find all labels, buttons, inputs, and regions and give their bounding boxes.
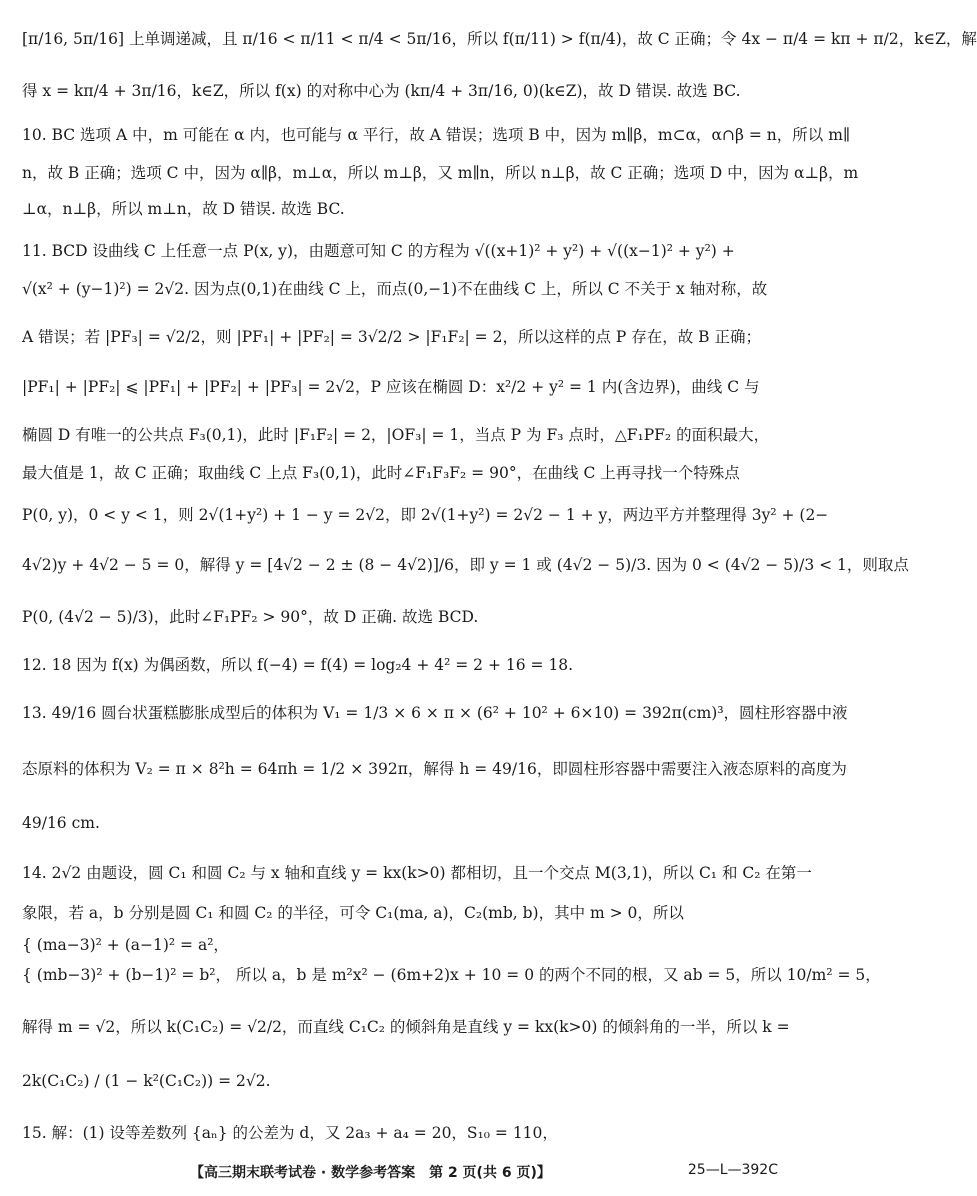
solution-11-line-2: √(x² + (y−1)²) = 2√2. 因为点(0,1)在曲线 C 上，而点(0,−1)不在曲线 C 上，所以 C 不关于 x 轴对称，故: [22, 280, 768, 298]
solution-11-line-1: 11. BCD 设曲线 C 上任意一点 P(x, y)，由题意可知 C 的方程为 √((x+1)² + y²) + √((x−1)² + y²) +: [22, 242, 735, 260]
solution-10-line-1: 10. BC 选项 A 中，m 可能在 α 内，也可能与 α 平行，故 A 错误；选项 B 中，因为 m∥β，m⊂α，α∩β = n，所以 m∥: [22, 126, 851, 144]
solution-12-line-1: 12. 18 因为 f(x) 为偶函数，所以 f(−4) = f(4) = log₂4 + 4² = 2 + 16 = 18.: [22, 656, 574, 674]
solution-14-line-3: { (ma−3)² + (a−1)² = a²，: [22, 936, 229, 954]
solution-13-line-2: 态原料的体积为 V₂ = π × 8²h = 64πh = 1/2 × 392π，解得 h = 49/16，即圆柱形容器中需要注入液态原料的高度为: [22, 760, 847, 778]
solution-9-line-1: [π/16, 5π/16] 上单调递减，且 π/16 < π/11 < π/4 < 5π/16，所以 f(π/11) > f(π/4)，故 C 正确；令 4x − π/4 = kπ + π/2，k∈Z，解: [22, 30, 977, 48]
solution-11-line-9: P(0, (4√2 − 5)/3)，此时∠F₁PF₂ > 90°，故 D 正确. 故选 BCD.: [22, 608, 479, 626]
solution-14-line-4: { (mb−3)² + (b−1)² = b²， 所以 a，b 是 m²x² − (6m+2)x + 10 = 0 的两个不同的根，又 ab = 5，所以 10/m² = 5，: [22, 966, 881, 984]
solution-11-line-3: A 错误；若 |PF₃| = √2/2，则 |PF₁| + |PF₂| = 3√2/2 > |F₁F₂| = 2，所以这样的点 P 存在，故 B 正确；: [22, 328, 761, 346]
solution-10-line-2: n，故 B 正确；选项 C 中，因为 α∥β，m⊥α，所以 m⊥β，又 m∥n，所以 n⊥β，故 C 正确；选项 D 中，因为 α⊥β，m: [22, 164, 859, 182]
solution-10-line-3: ⊥α，n⊥β，所以 m⊥n，故 D 错误. 故选 BC.: [22, 200, 345, 218]
solution-9-line-2: 得 x = kπ/4 + 3π/16，k∈Z，所以 f(x) 的对称中心为 (kπ/4 + 3π/16, 0)(k∈Z)，故 D 错误. 故选 BC.: [22, 82, 741, 100]
footer-title: 【高三期末联考试卷 · 数学参考答案 第 2 页(共 6 页)】: [190, 1165, 551, 1181]
page-footer: [0, 1162, 800, 1186]
solution-14-line-1: 14. 2√2 由题设，圆 C₁ 和圆 C₂ 与 x 轴和直线 y = kx(k>0) 都相切，且一个交点 M(3,1)，所以 C₁ 和 C₂ 在第一: [22, 864, 812, 882]
solution-13-line-3: 49/16 cm.: [22, 814, 100, 832]
solution-11-line-7: P(0, y)，0 < y < 1，则 2√(1+y²) + 1 − y = 2√2，即 2√(1+y²) = 2√2 − 1 + y，两边平方并整理得 3y² + (2−: [22, 506, 829, 524]
solution-11-line-6: 最大值是 1，故 C 正确；取曲线 C 上点 F₃(0,1)，此时∠F₁F₃F₂ = 90°，在曲线 C 上再寻找一个特殊点: [22, 464, 740, 482]
solution-11-line-4: |PF₁| + |PF₂| ⩽ |PF₁| + |PF₂| + |PF₃| = 2√2，P 应该在椭圆 D：x²/2 + y² = 1 内(含边界)，曲线 C 与: [22, 378, 760, 396]
solution-11-line-5: 椭圆 D 有唯一的公共点 F₃(0,1)，此时 |F₁F₂| = 2，|OF₃| = 1，当点 P 为 F₃ 点时，△F₁PF₂ 的面积最大，: [22, 426, 770, 444]
solution-11-line-8: 4√2)y + 4√2 − 5 = 0，解得 y = [4√2 − 2 ± (8 − 4√2)]/6，即 y = 1 或 (4√2 − 5)/3. 因为 0 < (4√2 − 5)/3 < 1，则取点: [22, 556, 909, 574]
solution-14-line-2: 象限，若 a，b 分别是圆 C₁ 和圆 C₂ 的半径，可令 C₁(ma, a)，C₂(mb, b)，其中 m > 0，所以: [22, 904, 684, 922]
solution-14-line-6: 2k(C₁C₂) / (1 − k²(C₁C₂)) = 2√2.: [22, 1072, 271, 1090]
footer-code: 25—L—392C: [687, 1162, 778, 1178]
solution-14-line-5: 解得 m = √2，所以 k(C₁C₂) = √2/2，而直线 C₁C₂ 的倾斜角是直线 y = kx(k>0) 的倾斜角的一半，所以 k =: [22, 1018, 790, 1036]
solution-15-line-1: 15. 解：(1) 设等差数列 {aₙ} 的公差为 d，又 2a₃ + a₄ = 20，S₁₀ = 110，: [22, 1124, 558, 1142]
solution-13-line-1: 13. 49/16 圆台状蛋糕膨胀成型后的体积为 V₁ = 1/3 × 6 × π × (6² + 10² + 6×10) = 392π(cm)³，圆柱形容器中液: [22, 704, 848, 722]
